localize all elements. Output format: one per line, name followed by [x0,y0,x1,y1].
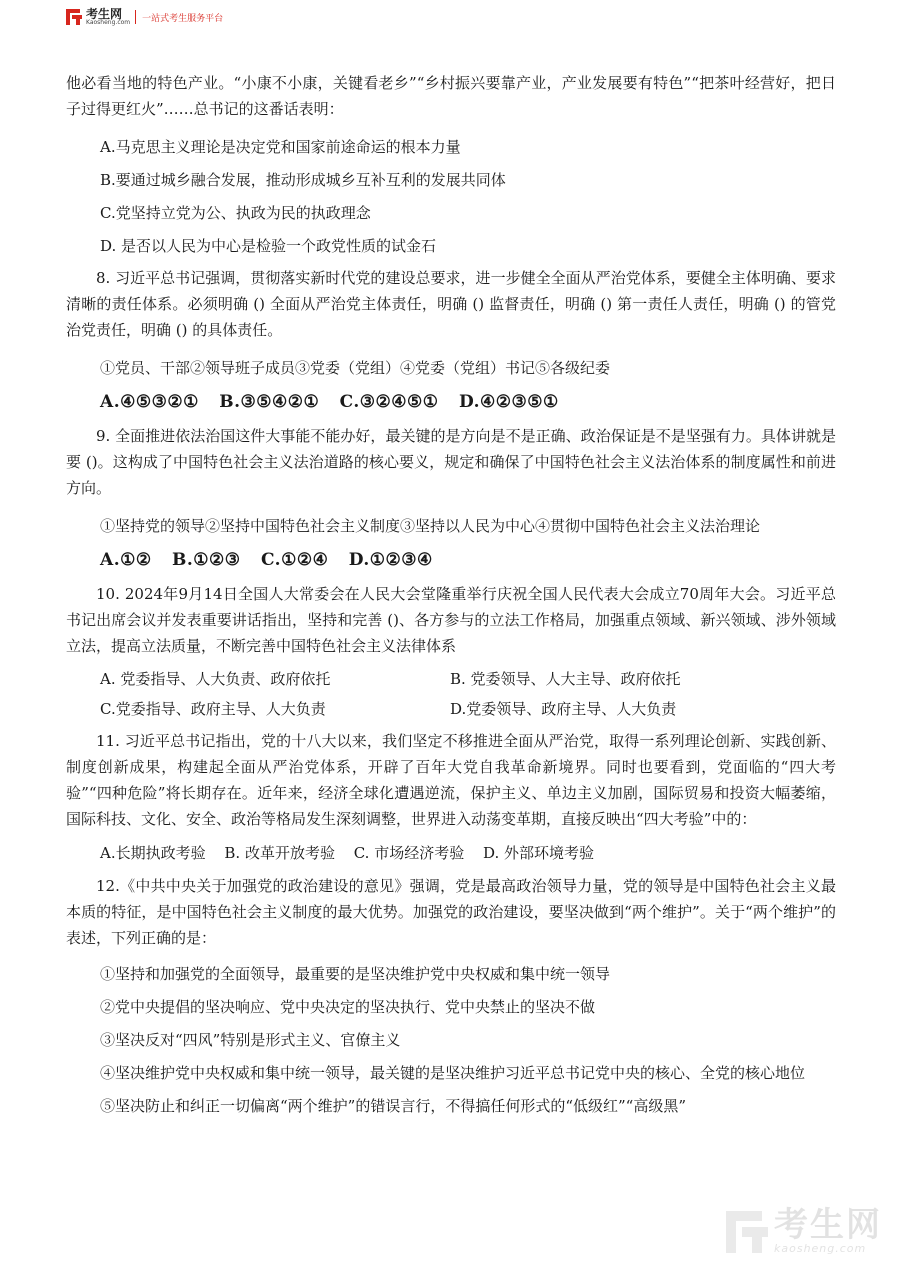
q12-item-5: ⑤坚决防止和纠正一切偏离“两个维护”的错误言行，不得搞任何形式的“低级红”“高级黑” [100,1097,687,1115]
q12-item-1: ①坚持和加强党的全面领导，最重要的是坚决维护党中央权威和集中统一领导 [100,965,611,983]
watermark [726,1205,882,1255]
q10-option-b: B. 党委领导、人大主导、政府依托 [450,670,681,688]
q9-choice-a: A.①② [100,550,152,570]
site-header [66,6,223,28]
q10-options [66,666,836,722]
q10-stem: 10. 2024年9月14日全国人大常委会在人民大会堂隆重举行庆祝全国人民代表大会成立70周年大会。习近平总书记出席会议并发表重要讲话指出，坚持和完善 ()、各方参与的立法工作格局，加强重点领域、新兴领域、涉外领域立法，提高立法质量，不断完善中国特色社会主义法律体系 [66,585,836,655]
q7-stem: 他必看当地的特色产业。“小康不小康，关键看老乡”“乡村振兴要靠产业，产业发展要有特色”“把茶叶经营好，把日子过得更红火”……总书记的这番话表明： [66,74,836,118]
q8-choices [66,387,836,417]
q8-items: ①党员、干部②领导班子成员③党委（党组）④党委（党组）书记⑤各级纪委 [100,359,611,377]
watermark-cn: 考生网 [774,1205,882,1245]
header-divider [135,10,136,24]
q11-options [66,840,836,866]
logo-text [86,8,130,26]
watermark-en: kaosheng.com [774,1242,867,1255]
q8-choice-b: B.③⑤④②① [219,392,320,412]
q11-option-c: C. 市场经济考验 [353,844,465,862]
q10-option-a: A. 党委指导、人大负责、政府依托 [100,670,331,688]
q11-stem: 11. 习近平总书记指出，党的十八大以来，我们坚定不移推进全面从严治党，取得一系列理论创新、实践创新、制度创新成果，构建起全面从严治党体系，开辟了百年大党自我革命新境界。同时也要看到，党面临的“四大考验”“四种危险”将长期存在。近年来，经济全球化遭遇逆流，保护主义、单边主义加剧，国际贸易和投资大幅萎缩，国际科技、文化、安全、政治等格局发生深刻调整，世界进入动荡变革期，直接反映出“四大考验”中的： [66,732,836,828]
watermark-logo-icon [726,1211,768,1253]
q11-option-b: B. 改革开放考验 [224,844,335,862]
q7-option-c: C.党坚持立党为公、执政为民的执政理念 [100,204,371,222]
exam-content [66,70,836,1119]
q9-choice-d: D.①②③④ [348,550,433,570]
q12-item-3: ③坚决反对“四风”特别是形式主义、官僚主义 [100,1031,401,1049]
q9-items: ①坚持党的领导②坚持中国特色社会主义制度③坚持以人民为中心④贯彻中国特色社会主义法治理论 [100,517,761,535]
q8-stem: 8. 习近平总书记强调，贯彻落实新时代党的建设总要求，进一步健全全面从严治党体系，要健全主体明确、要求清晰的责任体系。必须明确 () 全面从严治党主体责任，明确 () 监督责任，明确 () 第一责任人责任，明确 () 的管党治党责任，明确 () 的具体责任。 [66,269,836,339]
q9-choice-c: C.①②④ [260,550,329,570]
q12-stem: 12.《中共中央关于加强党的政治建设的意见》强调，党是最高政治领导力量，党的领导是中国特色社会主义最本质的特征，是中国特色社会主义制度的最大优势。加强党的政治建设，要坚决做到“两个维护”。关于“两个维护”的表述，下列正确的是： [66,877,836,947]
q7-option-a: A.马克思主义理论是决定党和国家前途命运的根本力量 [100,138,461,156]
q9-stem: 9. 全面推进依法治国这件大事能不能办好，最关键的是方向是不是正确、政治保证是不是坚强有力。具体讲就是要 ()。这构成了中国特色社会主义法治道路的核心要义，规定和确保了中国特色社会主义法治体系的制度属性和前进方向。 [66,427,836,497]
watermark-text [774,1205,882,1255]
q11-option-d: D. 外部环境考验 [483,844,595,862]
q9-choice-b: B.①②③ [172,550,241,570]
slogan: 一站式考生服务平台 [142,13,224,24]
q12-item-2: ②党中央提倡的坚决响应、党中央决定的坚决执行、党中央禁止的坚决不做 [100,998,596,1016]
logo-cn: 考生网 [86,7,123,21]
q11-option-a: A.长期执政考验 [100,844,206,862]
q8-choice-a: A.④⑤③②① [100,392,199,412]
logo-en: Kaosheng.com [86,19,131,26]
q7-option-b: B.要通过城乡融合发展，推动形成城乡互补互利的发展共同体 [100,171,506,189]
q9-choices [66,545,836,575]
q8-choice-c: C.③②④⑤① [339,392,439,412]
q10-option-d: D.党委领导、政府主导、人大负责 [450,700,677,718]
q7-option-d: D. 是否以人民为中心是检验一个政党性质的试金石 [100,237,437,255]
q12-item-4: ④坚决维护党中央权威和集中统一领导，最关键的是坚决维护习近平总书记党中央的核心、全党的核心地位 [100,1064,806,1082]
q8-choice-d: D.④②③⑤① [458,392,559,412]
q10-option-c: C.党委指导、政府主导、人大负责 [100,700,326,718]
kaosheng-logo-icon [66,9,82,25]
